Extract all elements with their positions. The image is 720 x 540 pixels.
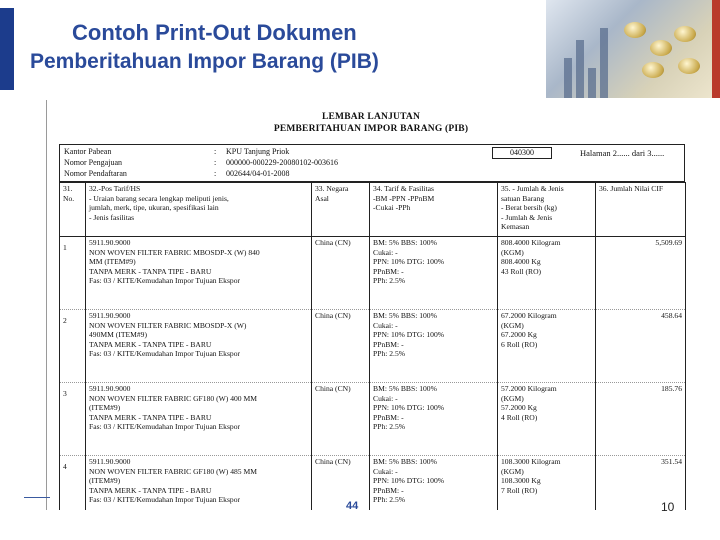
item-tariff-line: PPh: 2.5%: [373, 495, 406, 505]
nomor-pendaftaran-value: 002644/04-01-2008: [226, 169, 290, 178]
col-header-text: jumlah, merk, tipe, ukuran, spesifikasi lain: [89, 203, 219, 213]
item-tariff-line: Cukai: -: [373, 393, 398, 403]
item-tariff-line: PPN: 10% DTG: 100%: [373, 476, 445, 486]
col-header-nilai-cif: [596, 183, 686, 237]
item-description-line: Fas: 03 / KITE/Kemudahan Impor Tujuan Ekspor: [89, 349, 241, 359]
item-quantity-line: 7 Roll (RO): [501, 485, 538, 495]
item-description-line: TANPA MERK - TANPA TIPE - BARU: [89, 339, 212, 349]
item-tariff-line: BM: 5% BBS: 100%: [373, 384, 437, 393]
col-header-text: - Jumlah & Jenis: [501, 212, 553, 222]
col-header-pos-tarif: [86, 183, 312, 237]
item-description: [86, 383, 312, 456]
item-cif-value: 5,509.69: [596, 237, 686, 310]
item-quantity-line: 57.2000 Kg: [501, 403, 537, 413]
item-tariff-line: PPh: 2.5%: [373, 422, 406, 432]
item-quantity-line: (KGM): [501, 320, 524, 330]
footer-rule: [24, 497, 50, 498]
item-description-line: 5911.90.9000: [89, 384, 131, 393]
item-description-line: (ITEM#9): [89, 403, 121, 413]
col-header-text: 34. Tarif & Fasilitas: [373, 184, 434, 193]
item-country: China (CN): [312, 383, 370, 456]
item-cif-value: 351.54: [596, 456, 686, 511]
item-description-line: Fas: 03 / KITE/Kemudahan Impor Tujuan Ekspor: [89, 422, 241, 432]
item-number: 3: [60, 383, 86, 456]
item-country: China (CN): [312, 310, 370, 383]
table-row: [60, 456, 686, 511]
item-description-line: 5911.90.9000: [89, 238, 131, 247]
item-quantity-line: 67.2000 Kg: [501, 330, 537, 340]
document-title-line2: PEMBERITAHUAN IMPOR BARANG (PIB): [273, 124, 469, 134]
goods-table: [59, 182, 686, 510]
item-description: [86, 237, 312, 310]
col-header-jumlah-satuan: [498, 183, 596, 237]
col-header-text: 33. Negara: [315, 184, 349, 193]
item-description-line: Fas: 03 / KITE/Kemudahan Impor Tujuan Ekspor: [89, 276, 241, 286]
item-number: 4: [60, 456, 86, 511]
item-description-line: NON WOVEN FILTER FABRIC MBOSDP-X (W): [89, 320, 247, 330]
item-tariff-line: Cukai: -: [373, 247, 398, 257]
item-tariff: [370, 383, 498, 456]
item-tariff: [370, 310, 498, 383]
col-header-text: 32.-Pos Tarif/HS: [89, 184, 141, 193]
nomor-pendaftaran-label: Nomor Pendaftaran: [64, 169, 127, 178]
item-description: [86, 310, 312, 383]
item-tariff-line: PPnBM: -: [373, 339, 404, 349]
col-header-text: -BM -PPN -PPnBM: [373, 193, 435, 203]
col-header-text: - Jenis fasilitas: [89, 212, 135, 222]
item-description-line: (ITEM#9): [89, 476, 121, 486]
item-description-line: Fas: 03 / KITE/Kemudahan Impor Tujuan Ekspor: [89, 495, 241, 505]
page-number: 44: [346, 500, 359, 512]
item-description-line: TANPA MERK - TANPA TIPE - BARU: [89, 266, 212, 276]
item-quantity: [498, 310, 596, 383]
item-description-line: NON WOVEN FILTER FABRIC GF180 (W) 485 MM: [89, 466, 257, 476]
item-tariff: [370, 237, 498, 310]
item-quantity-line: (KGM): [501, 247, 524, 257]
item-cif-value: 185.76: [596, 383, 686, 456]
col-header-text: -Cukai -PPh: [373, 203, 411, 213]
col-header-no: [60, 183, 86, 237]
item-tariff-line: PPnBM: -: [373, 412, 404, 422]
document-title-line1: LEMBAR LANJUTAN: [321, 112, 421, 122]
item-quantity: [498, 383, 596, 456]
col-header-text: - Uraian barang secara lengkap meliputi jenis,: [89, 193, 229, 203]
col-header-text: 35. - Jumlah & Jenis: [501, 184, 564, 193]
table-row: [60, 237, 686, 310]
col-header-negara-asal: [312, 183, 370, 237]
slide-number: 10: [661, 500, 675, 514]
item-quantity: [498, 456, 596, 511]
item-tariff-line: BM: 5% BBS: 100%: [373, 311, 437, 320]
item-tariff-line: PPnBM: -: [373, 266, 404, 276]
col-header-text: - Berat bersih (kg): [501, 203, 557, 213]
item-description-line: 5911.90.9000: [89, 311, 131, 320]
table-row: [60, 310, 686, 383]
item-number: 2: [60, 310, 86, 383]
item-quantity-line: 57.2000 Kilogram: [501, 384, 557, 393]
item-tariff-line: PPnBM: -: [373, 485, 404, 495]
item-tariff-line: PPh: 2.5%: [373, 276, 406, 286]
slide-subtitle: Pemberitahuan Impor Barang (PIB): [30, 50, 379, 73]
item-quantity-line: (KGM): [501, 393, 524, 403]
item-quantity-line: 808.4000 Kg: [501, 257, 541, 267]
kantor-code-box: 040300: [492, 147, 552, 159]
nomor-pengajuan-value: 000000-000229-20080102-003616: [226, 158, 338, 167]
item-quantity-line: 6 Roll (RO): [501, 339, 538, 349]
pib-document: [46, 100, 694, 510]
item-tariff-line: PPh: 2.5%: [373, 349, 406, 359]
nomor-pengajuan-label: Nomor Pengajuan: [64, 158, 122, 167]
page-of-label: Halaman 2...... dari 3......: [580, 148, 665, 158]
item-tariff-line: Cukai: -: [373, 320, 398, 330]
item-tariff-line: BM: 5% BBS: 100%: [373, 238, 437, 247]
item-country: China (CN): [312, 237, 370, 310]
item-tariff-line: PPN: 10% DTG: 100%: [373, 257, 445, 267]
header-accent-bar: [0, 8, 14, 90]
item-quantity-line: 808.4000 Kilogram: [501, 238, 561, 247]
item-tariff-line: PPN: 10% DTG: 100%: [373, 403, 445, 413]
table-header-row: [60, 183, 686, 237]
col-header-text: satuan Barang: [501, 193, 545, 203]
item-description-line: 490MM (ITEM#9): [89, 330, 148, 340]
item-description: [86, 456, 312, 511]
item-cif-value: 458.64: [596, 310, 686, 383]
col-header-text: 31.: [63, 184, 73, 193]
item-tariff: [370, 456, 498, 511]
col-header-text: Asal: [315, 193, 329, 203]
item-quantity: [498, 237, 596, 310]
col-header-text: 36. Jumlah Nilai CIF: [599, 184, 664, 193]
item-number: 1: [60, 237, 86, 310]
item-tariff-line: BM: 5% BBS: 100%: [373, 457, 437, 466]
slide-title: Contoh Print-Out Dokumen: [72, 20, 357, 45]
item-description-line: 5911.90.9000: [89, 457, 131, 466]
kantor-pabean-value: KPU Tanjung Priok: [226, 147, 290, 156]
item-description-line: NON WOVEN FILTER FABRIC GF180 (W) 400 MM: [89, 393, 257, 403]
header-decoration-image: [546, 0, 720, 98]
item-tariff-line: Cukai: -: [373, 466, 398, 476]
item-quantity-line: (KGM): [501, 466, 524, 476]
item-quantity-line: 43 Roll (RO): [501, 266, 542, 276]
kantor-pabean-label: Kantor Pabean: [64, 147, 112, 156]
item-description-line: TANPA MERK - TANPA TIPE - BARU: [89, 412, 212, 422]
item-description-line: TANPA MERK - TANPA TIPE - BARU: [89, 485, 212, 495]
col-header-text: Kemasan: [501, 222, 530, 232]
item-description-line: MM (ITEM#9): [89, 257, 136, 267]
slide-header: [0, 0, 720, 98]
item-quantity-line: 108.3000 Kilogram: [501, 457, 561, 466]
table-row: [60, 383, 686, 456]
col-header-text: No.: [63, 193, 75, 203]
document-header-box: Kantor Pabean : KPU Tanjung Priok Nomor Pengajuan : 000000-000229-20080102-003616 Nomor Pendaftaran : 002644/04-01-2008 040300 Halaman 2...... dari 3......: [59, 144, 685, 182]
item-country: China (CN): [312, 456, 370, 511]
item-quantity-line: 67.2000 Kilogram: [501, 311, 557, 320]
col-header-tarif-fasilitas: [370, 183, 498, 237]
item-quantity-line: 4 Roll (RO): [501, 412, 538, 422]
item-description-line: NON WOVEN FILTER FABRIC MBOSDP-X (W) 840: [89, 247, 260, 257]
item-quantity-line: 108.3000 Kg: [501, 476, 541, 486]
item-tariff-line: PPN: 10% DTG: 100%: [373, 330, 445, 340]
